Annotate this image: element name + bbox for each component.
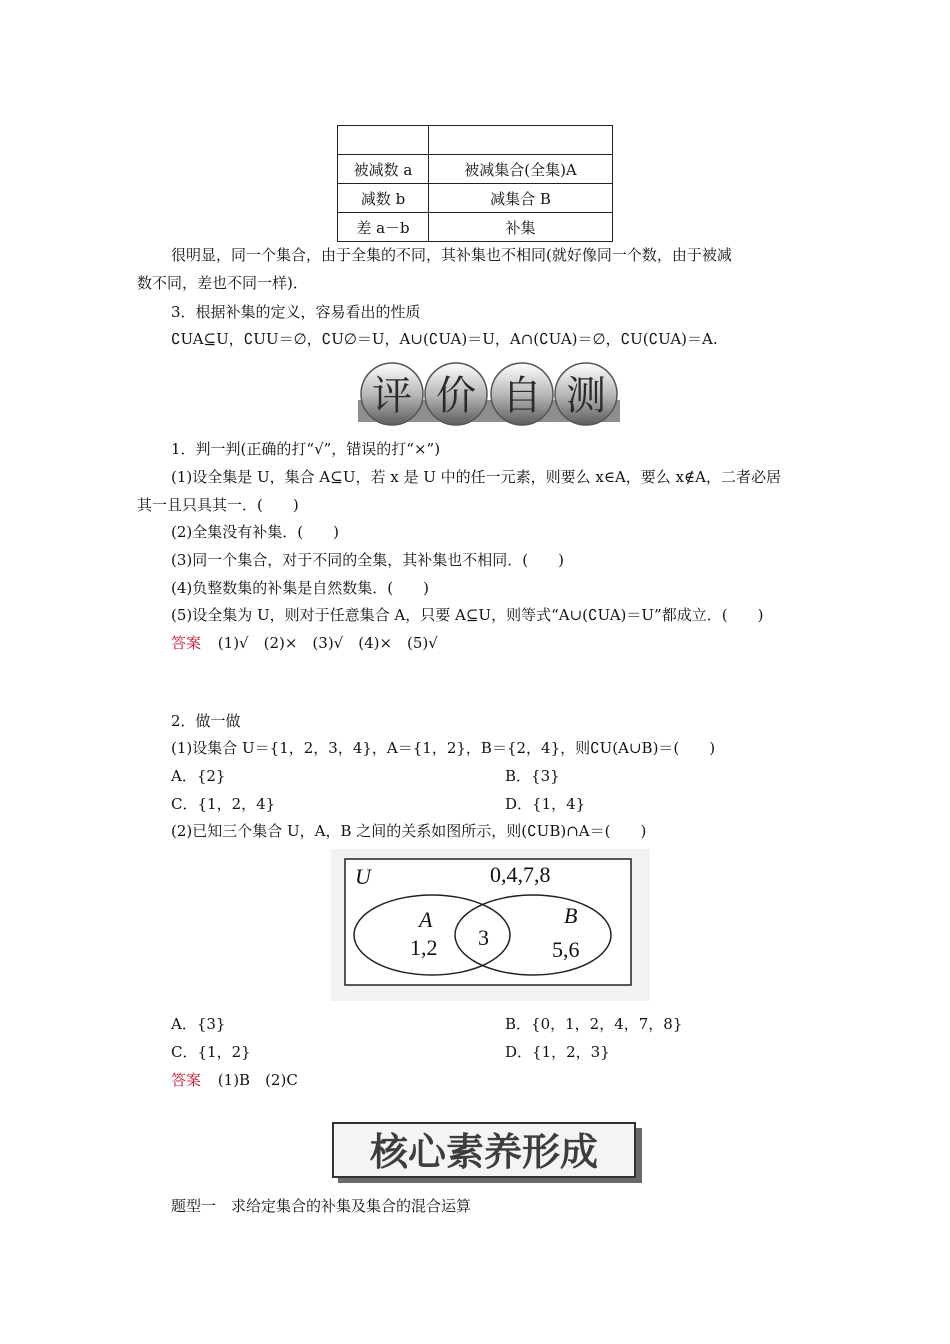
section-title: 3．根据补集的定义，容易看出的性质 xyxy=(171,303,421,321)
set-a-label: A xyxy=(419,907,433,932)
question-title: 1．判一判(正确的打“√”，错误的打“×”) xyxy=(171,440,441,458)
question-item: 其一且只具其一．( ) xyxy=(137,496,299,514)
question-item: (5)设全集为 U，则对于任意集合 A，只要 A⊆U，则等式“A∪(∁UA)＝U”都成立．( ) xyxy=(171,606,764,624)
table-row xyxy=(338,155,613,184)
answer-line xyxy=(171,1069,298,1090)
question-item: (3)同一个集合，对于不同的全集，其补集也不相同．( ) xyxy=(171,551,564,569)
banner-char: 自 xyxy=(502,373,542,419)
banner-title: 核心素养形成 xyxy=(369,1129,599,1174)
table-cell: 减集合 B xyxy=(429,184,613,213)
answer-line xyxy=(171,632,438,653)
answer-text: (1)B (2)C xyxy=(217,1071,298,1089)
universe-rect xyxy=(345,859,631,985)
table-cell: 被减数 a xyxy=(338,155,429,184)
universe-label: U xyxy=(355,864,371,889)
question-item: (1)设全集是 U，集合 A⊆U，若 x 是 U 中的任一元素，则要么 x∈A，要么 x∉A，二者必居 xyxy=(171,468,781,486)
question-stem: (1)设集合 U＝{1，2，3，4}，A＝{1，2}，B＝{2，4}，则∁U(A∪B)＝( ) xyxy=(171,739,716,757)
outside-elements: 0,4,7,8 xyxy=(490,862,551,887)
table-header-cell xyxy=(338,126,429,155)
table-cell: 减数 b xyxy=(338,184,429,213)
venn-diagram xyxy=(331,849,650,1001)
table-row xyxy=(338,126,613,155)
topic-heading: 题型一 求给定集合的补集及集合的混合运算 xyxy=(171,1197,472,1215)
option-b: B．{0，1，2，4，7，8} xyxy=(505,1015,683,1033)
comparison-table xyxy=(337,125,613,242)
question-item: (2)全集没有补集．( ) xyxy=(171,523,339,541)
set-b-label: B xyxy=(564,903,578,928)
table-header-cell xyxy=(429,126,613,155)
banner-char: 价 xyxy=(436,373,476,419)
set-a-elements: 1,2 xyxy=(410,935,438,960)
question-title: 2．做一做 xyxy=(171,712,241,730)
option-d: D．{1，4} xyxy=(505,795,586,813)
option-c: C．{1，2} xyxy=(171,1043,251,1061)
answer-text: (1)√ (2)× (3)√ (4)× (5)√ xyxy=(217,634,438,652)
paragraph-line: 数不同，差也不同一样)． xyxy=(137,274,308,292)
table-cell: 被减集合(全集)A xyxy=(429,155,613,184)
option-c: C．{1，2，4} xyxy=(171,795,276,813)
table-cell: 差 a－b xyxy=(338,213,429,242)
option-d: D．{1，2，3} xyxy=(505,1043,610,1061)
paragraph-line: 很明显，同一个集合，由于全集的不同，其补集也不相同(就好像同一个数，由于被减 xyxy=(171,246,732,264)
set-b-elements: 5,6 xyxy=(552,937,580,962)
banner-char: 测 xyxy=(566,373,606,419)
table-cell: 补集 xyxy=(429,213,613,242)
evaluation-banner xyxy=(358,356,620,430)
question-item: (4)负整数集的补集是自然数集．( ) xyxy=(171,579,429,597)
core-literacy-banner xyxy=(332,1122,644,1184)
option-b: B．{3} xyxy=(505,767,560,785)
banner-char: 评 xyxy=(372,373,412,419)
table-row xyxy=(338,184,613,213)
option-a: A．{2} xyxy=(171,767,226,785)
table-row xyxy=(338,213,613,242)
intersection-elements: 3 xyxy=(478,925,489,950)
answer-label: 答案 xyxy=(171,634,202,652)
properties-formula: ∁UA⊆U，∁UU＝∅，∁U∅＝U，A∪(∁UA)＝U，A∩(∁UA)＝∅，∁U(∁UA)＝A. xyxy=(171,330,718,348)
answer-label: 答案 xyxy=(171,1071,202,1089)
question-stem: (2)已知三个集合 U，A，B 之间的关系如图所示，则(∁UB)∩A＝( ) xyxy=(171,822,647,840)
option-a: A．{3} xyxy=(171,1015,226,1033)
